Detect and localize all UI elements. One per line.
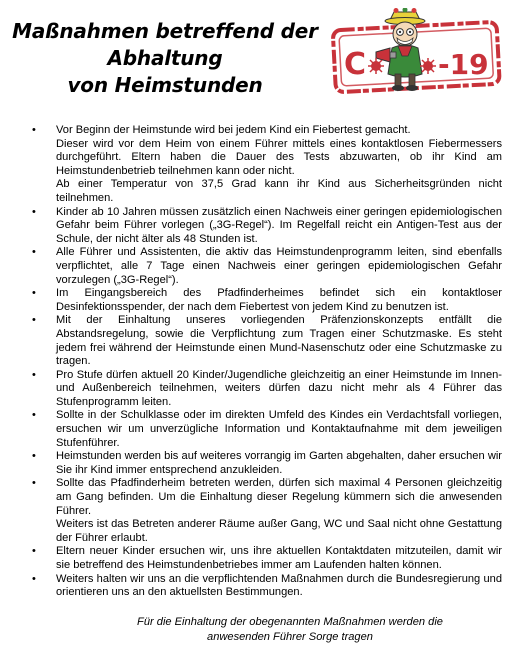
bullet-icon: • — [32, 246, 36, 259]
measures-list — [30, 124, 502, 600]
stamp-letter-c: C — [344, 47, 367, 82]
footer-line-2: anwesenden Führer Sorge tragen — [207, 631, 373, 643]
measure-item — [30, 287, 502, 314]
title-line-2: Abhaltung — [107, 46, 223, 70]
measure-text: Dieser wird vor dem Heim von einem Führer mittels eines kontaktlosen Fiebermessers durchgeführt. Eltern haben die Dauer des Tests abzuwarten, ob ihr Kind am Heimstundenbetrieb teilnehmen kann oder nicht. — [56, 137, 502, 177]
bullet-icon: • — [32, 450, 36, 463]
bullet-icon: • — [32, 409, 36, 422]
bullet-icon: • — [32, 545, 36, 558]
mascot-figure — [376, 8, 425, 91]
covid-19-stamp-logo — [328, 8, 506, 98]
measure-item — [30, 314, 502, 368]
title-line-3: von Heimstunden — [67, 73, 263, 97]
bullet-icon: • — [32, 287, 36, 300]
measure-item — [30, 477, 502, 545]
measure-text: Vor Beginn der Heimstunde wird bei jedem Kind ein Fiebertest gemacht. — [56, 124, 411, 136]
bullet-icon: • — [32, 124, 36, 136]
document-title — [6, 18, 324, 99]
footer-note — [80, 615, 500, 645]
stamp-number: -19 — [438, 48, 489, 81]
measure-item — [30, 246, 502, 287]
measure-text: Ab einer Temperatur von 37,5 Grad kann ihr Kind aus Sicherheitsgründen nicht teilnehmen. — [56, 178, 502, 204]
measure-item — [30, 369, 502, 410]
bullet-icon: • — [32, 314, 36, 327]
bullet-icon: • — [32, 477, 36, 490]
bullet-icon: • — [32, 368, 36, 381]
measure-text: Mit der Einhaltung unseres vorliegenden Präfenzionskonzepts entfällt die Abstandsregelung, sowie die Verpflichtung zum Tragen einer Schutzmaske. Es steht jedem frei während der Heimstunde einen Mund-Nasenschutz oder eine Schutzmaske zu tragen. — [56, 314, 502, 368]
title-line-1: Maßnahmen betreffend der — [12, 19, 318, 43]
measure-item — [30, 206, 502, 247]
measure-text: Heimstunden werden bis auf weiteres vorrangig im Garten abgehalten, daher ersuchen wir Sie ihr Kind immer entsprechend anzukleiden. — [56, 450, 502, 476]
measure-text: Im Eingangsbereich des Pfadfinderheimes befindet sich ein kontaktloser Desinfektionsspender, der nach dem Fiebertest von jedem Kind zu benutzen ist. — [56, 287, 502, 313]
measure-text: Sollte in der Schulklasse oder im direkten Umfeld des Kindes ein Verdachtsfall vorliegen, ersuchen wir um unverzügliche Information und Kontaktaufnahme mit dem jeweiligen Stufenführer. — [56, 409, 502, 449]
measure-text: Kinder ab 10 Jahren müssen zusätzlich einen Nachweis einer geringen epidemiologischen Gefahr beim Führer vorlegen („3G-Regel“). Im Regelfall reicht ein Antigen-Test aus der Schule, der nicht älter als 48 Stunden ist. — [56, 205, 502, 245]
measure-text: Pro Stufe dürfen aktuell 20 Kinder/Jugendliche gleichzeitig an einer Heimstunde im Innen- und Außenbereich teilnehmen, weiters dürfen dazu nicht mehr als 4 Führer das Stufenprogramm leiten. — [56, 368, 502, 408]
measure-text: Alle Führer und Assistenten, die aktiv das Heimstundenprogramm leiten, sind ebenfalls verpflichtet, alle 7 Tage einen Nachweis einer geringen epidemiologischen Gefahr vorzulegen („3G-Regel“). — [56, 246, 502, 286]
bullet-icon: • — [32, 205, 36, 218]
measure-item — [30, 409, 502, 450]
measure-text: Weiters ist das Betreten anderer Räume außer Gang, WC und Saal nicht ohne Gestattung der Führer erlaubt. — [56, 518, 502, 544]
measure-text: Weiters halten wir uns an die verpflichtenden Maßnahmen durch die Bundesregierung und orientieren uns an den aktuellsten Bestimmungen. — [56, 572, 502, 599]
measure-item — [30, 573, 502, 600]
measure-text: Eltern neuer Kinder ersuchen wir, uns ihre aktuellen Kontaktdaten mitzuteilen, damit wir sie betreffend des Heimstundenbetriebes immer am Laufenden halten können. — [56, 545, 502, 571]
bullet-icon: • — [32, 572, 36, 585]
measure-item — [30, 450, 502, 477]
measure-item — [30, 124, 502, 206]
footer-line-1: Für die Einhaltung der obegenannten Maßnahmen werden die — [137, 616, 443, 628]
measure-item — [30, 545, 502, 572]
measure-text: Sollte das Pfadfinderheim betreten werden, dürfen sich maximal 4 Personen gleichzeitig am Gang befinden. Um die Einhaltung dieser Regelung kümmern sich die anwesenden Führer. — [56, 477, 502, 517]
